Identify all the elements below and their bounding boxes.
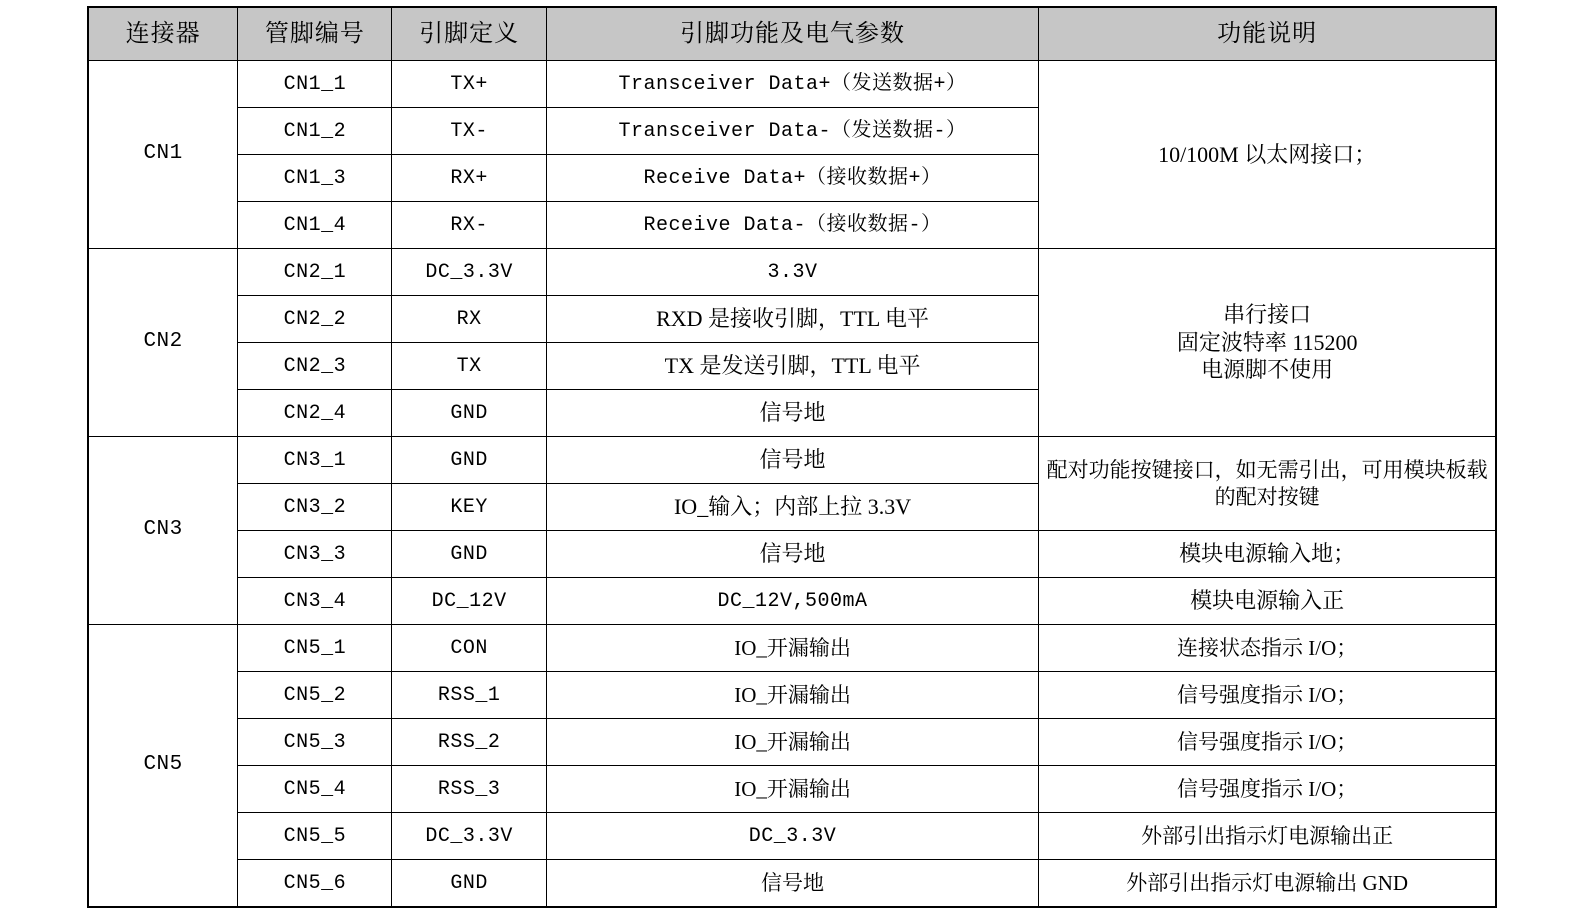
pin-definition-cell: DC_3.3V <box>392 813 546 860</box>
pin-number-cell: CN3_2 <box>238 484 392 531</box>
pin-definition-table <box>87 6 1497 908</box>
description-cell: 连接状态指示 I/O； <box>1039 625 1496 672</box>
pin-number-cell: CN5_6 <box>238 860 392 908</box>
pin-definition-cell: GND <box>392 437 546 484</box>
pin-number-cell: CN5_2 <box>238 672 392 719</box>
description-line: 电源脚不使用 <box>1201 357 1334 383</box>
table-row <box>88 625 1496 672</box>
description-cell: 信号强度指示 I/O； <box>1039 719 1496 766</box>
table-body <box>88 61 1496 908</box>
pin-function-cell: IO_输入；内部上拉 3.3V <box>546 484 1039 531</box>
pin-number-cell: CN2_3 <box>238 343 392 390</box>
pin-definition-cell: CON <box>392 625 546 672</box>
description-line: 串行接口 <box>1223 302 1312 328</box>
pin-number-cell: CN3_1 <box>238 437 392 484</box>
table-row <box>88 578 1496 625</box>
pin-number-cell: CN3_4 <box>238 578 392 625</box>
description-cell: 信号强度指示 I/O； <box>1039 766 1496 813</box>
description-cell: 外部引出指示灯电源输出正 <box>1039 813 1496 860</box>
table-header-row <box>88 7 1496 61</box>
pin-definition-cell: KEY <box>392 484 546 531</box>
column-header-pin-number: 管脚编号 <box>238 7 392 61</box>
pin-function-cell: 3.3V <box>546 249 1039 296</box>
pin-definition-cell: RX- <box>392 202 546 249</box>
pin-function-cell: 信号地 <box>546 531 1039 578</box>
pin-number-cell: CN2_2 <box>238 296 392 343</box>
pin-function-cell: IO_开漏输出 <box>546 672 1039 719</box>
pin-number-cell: CN1_1 <box>238 61 392 108</box>
pin-function-cell: Transceiver Data-（发送数据-） <box>546 108 1039 155</box>
pin-number-cell: CN5_5 <box>238 813 392 860</box>
pin-definition-cell: TX <box>392 343 546 390</box>
pin-function-cell: DC_12V,500mA <box>546 578 1039 625</box>
pin-function-cell: IO_开漏输出 <box>546 766 1039 813</box>
description-cell: 模块电源输入地； <box>1039 531 1496 578</box>
table-row <box>88 672 1496 719</box>
table-header <box>88 7 1496 61</box>
column-header-description: 功能说明 <box>1039 7 1496 61</box>
pin-function-cell: Receive Data-（接收数据-） <box>546 202 1039 249</box>
pin-number-cell: CN1_3 <box>238 155 392 202</box>
description-cell: 外部引出指示灯电源输出 GND <box>1039 860 1496 908</box>
table-row <box>88 437 1496 484</box>
pin-function-cell: TX 是发送引脚，TTL 电平 <box>546 343 1039 390</box>
pin-number-cell: CN5_1 <box>238 625 392 672</box>
table-row <box>88 719 1496 766</box>
column-header-pin-function: 引脚功能及电气参数 <box>546 7 1039 61</box>
pin-definition-cell: GND <box>392 390 546 437</box>
pin-definition-cell: RSS_1 <box>392 672 546 719</box>
description-cell-cn2 <box>1039 249 1496 437</box>
description-cell-cn1: 10/100M 以太网接口； <box>1039 61 1496 249</box>
pin-definition-cell: GND <box>392 860 546 908</box>
table-row <box>88 249 1496 296</box>
pin-number-cell: CN5_3 <box>238 719 392 766</box>
pin-number-cell: CN1_2 <box>238 108 392 155</box>
pin-number-cell: CN2_1 <box>238 249 392 296</box>
pin-function-cell: 信号地 <box>546 390 1039 437</box>
pin-definition-cell: DC_12V <box>392 578 546 625</box>
pin-definition-cell: RSS_3 <box>392 766 546 813</box>
pin-definition-cell: TX- <box>392 108 546 155</box>
table-row <box>88 766 1496 813</box>
pin-definition-cell: GND <box>392 531 546 578</box>
pin-number-cell: CN2_4 <box>238 390 392 437</box>
table-row <box>88 860 1496 908</box>
description-cell-cn3-key: 配对功能按键接口，如无需引出，可用模块板载的配对按键 <box>1039 437 1496 531</box>
description-cell: 模块电源输入正 <box>1039 578 1496 625</box>
pin-definition-cell: DC_3.3V <box>392 249 546 296</box>
pin-function-cell: 信号地 <box>546 860 1039 908</box>
pin-function-cell: RXD 是接收引脚，TTL 电平 <box>546 296 1039 343</box>
column-header-pin-definition: 引脚定义 <box>392 7 546 61</box>
connector-cell-cn2: CN2 <box>88 249 238 437</box>
description-cell: 信号强度指示 I/O； <box>1039 672 1496 719</box>
table-row <box>88 531 1496 578</box>
pin-function-cell: Receive Data+（接收数据+） <box>546 155 1039 202</box>
column-header-connector: 连接器 <box>88 7 238 61</box>
connector-cell-cn5: CN5 <box>88 625 238 908</box>
pin-function-cell: DC_3.3V <box>546 813 1039 860</box>
pin-number-cell: CN5_4 <box>238 766 392 813</box>
table-row <box>88 61 1496 108</box>
pin-function-cell: IO_开漏输出 <box>546 625 1039 672</box>
description-line: 固定波特率 115200 <box>1176 329 1358 355</box>
pin-function-cell: Transceiver Data+（发送数据+） <box>546 61 1039 108</box>
pin-number-cell: CN1_4 <box>238 202 392 249</box>
connector-cell-cn1: CN1 <box>88 61 238 249</box>
table-row <box>88 813 1496 860</box>
pin-function-cell: IO_开漏输出 <box>546 719 1039 766</box>
pin-number-cell: CN3_3 <box>238 531 392 578</box>
pin-function-cell: 信号地 <box>546 437 1039 484</box>
pin-definition-cell: TX+ <box>392 61 546 108</box>
pin-definition-cell: RSS_2 <box>392 719 546 766</box>
pin-definition-cell: RX+ <box>392 155 546 202</box>
connector-cell-cn3: CN3 <box>88 437 238 625</box>
pin-definition-cell: RX <box>392 296 546 343</box>
